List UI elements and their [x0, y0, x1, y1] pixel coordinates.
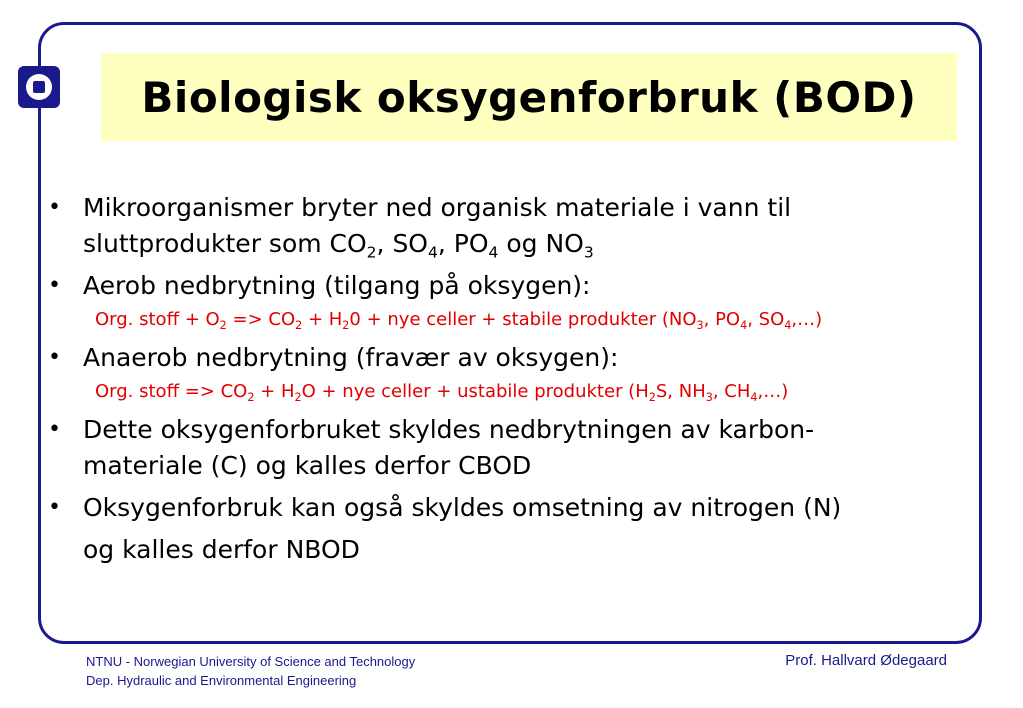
bullet-item [46, 490, 966, 526]
aerobic-formula: Org. stoff + $O_2 => CO_2 + H_20$ + nye celler + stabile produkter ($NO_3$, $PO_4$, $SO_4,\dots$) [95, 309, 823, 332]
bullet-text: Oksygenforbruk kan også skyldes omsetning av nitrogen (N) [83, 493, 842, 522]
bullet-dot: • [48, 345, 61, 370]
bullet-dot: • [48, 273, 61, 298]
bullet-item [46, 412, 966, 484]
bullet-continuation: og kalles derfor NBOD [83, 535, 360, 564]
bullet-item [46, 268, 966, 304]
bullet-text: Dette oksygenforbruket skyldes nedbrytningen av karbon- materiale (C) og kalles derfor CBOD [83, 415, 815, 480]
bullet-text: Anaerob nedbrytning (fravær av oksygen): [83, 343, 619, 372]
bullet-dot: • [48, 417, 61, 442]
slide-content [46, 190, 966, 568]
bullet-text: Mikroorganismer bryter ned organisk materiale i vann til sluttprodukter som $CO_2$, $SO_4$, $PO_4$ og $NO_3$ [83, 193, 792, 262]
footer-institution: NTNU - Norwegian University of Science and Technology Dep. Hydraulic and Environmental Engineering [86, 654, 416, 688]
footer-author: Prof. Hallvard Ødegaard [785, 652, 947, 669]
bullet-item [46, 190, 966, 262]
title-box [101, 53, 957, 141]
slide-title: Biologisk oksygenforbruk (BOD) [141, 72, 917, 122]
ntnu-logo-icon [18, 66, 60, 108]
bullet-dot: • [48, 195, 61, 220]
bullet-item [46, 340, 966, 376]
bullet-dot: • [48, 495, 61, 520]
anaerobic-formula: Org. stoff => $CO_2 + H_2O$ + nye celler + ustabile produkter ($H_2S$, $NH_3$, $CH_4,\dots$) [95, 381, 789, 404]
bullet-text: Aerob nedbrytning (tilgang på oksygen): [83, 271, 591, 300]
